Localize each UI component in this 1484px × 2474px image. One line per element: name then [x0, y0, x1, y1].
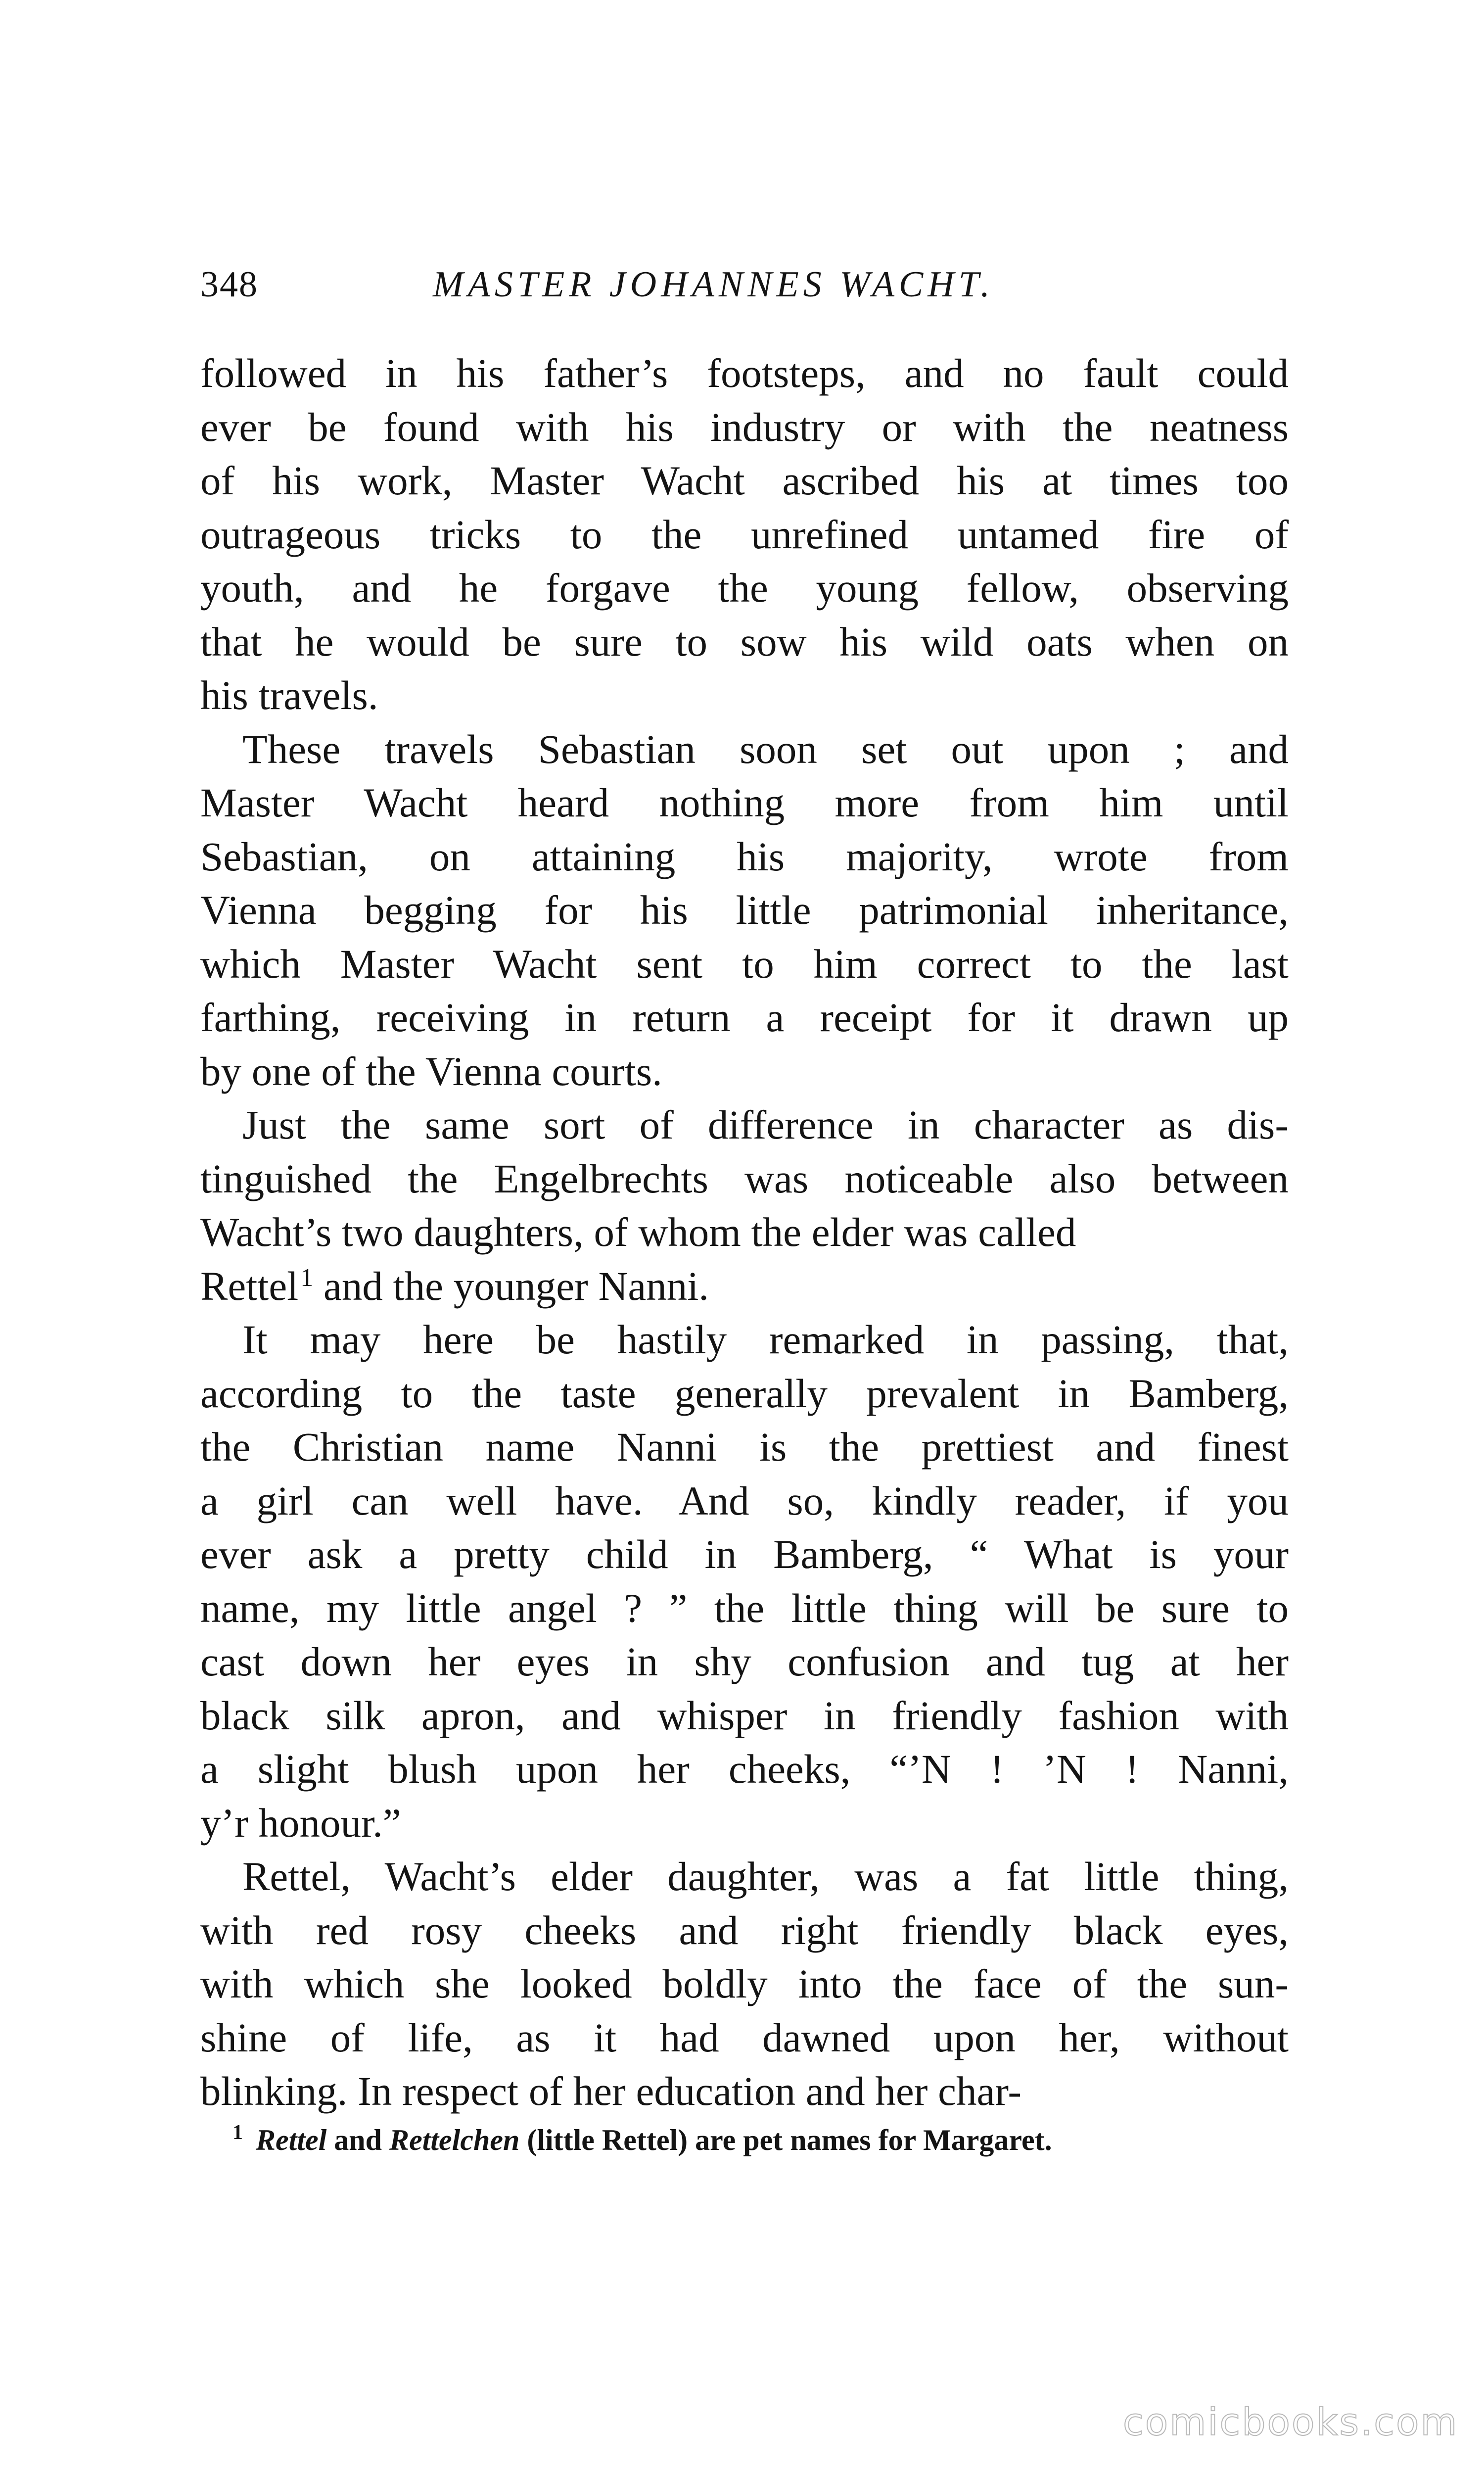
page-header	[200, 257, 1289, 312]
text-line: farthing, receiving in return a receipt for it drawn up	[200, 995, 1289, 1040]
text-line: with which she looked boldly into the face of the sun-	[200, 1961, 1289, 2006]
paragraph-group-b	[200, 1313, 1289, 2118]
text-line: cast down her eyes in shy confusion and tug at her	[200, 1639, 1289, 1684]
text-line: y’r honour.”	[200, 1800, 401, 1846]
text-line: These travels Sebastian soon set out upon ; and	[242, 726, 1289, 772]
text-line: by one of the Vienna courts.	[200, 1048, 662, 1094]
text-line: with red rosy cheeks and right friendly black eyes,	[200, 1907, 1289, 1953]
footnote-term-rettelchen: Rettelchen	[389, 2124, 520, 2156]
footnote	[232, 2113, 1271, 2160]
text-line: Master Wacht heard nothing more from him until	[200, 780, 1289, 825]
text-line: that he would be sure to sow his wild oats when on	[200, 618, 1289, 665]
text-line: outrageous tricks to the unrefined untamed fire of	[200, 511, 1289, 557]
text-line: his travels.	[200, 672, 378, 718]
footnote-text: (little Rettel) are pet names for Margaret.	[519, 2124, 1052, 2156]
text-line: a girl can well have. And so, kindly reader, if you	[200, 1477, 1289, 1523]
text-line: the Christian name Nanni is the prettiest and finest	[200, 1424, 1289, 1470]
text-line: ever ask a pretty child in Bamberg, “ What is your	[200, 1531, 1289, 1577]
text-line: Just the same sort of difference in character as dis-	[242, 1102, 1289, 1147]
text-line: shine of life, as it had dawned upon her, without	[200, 2014, 1289, 2060]
footnote-and: and	[326, 2124, 390, 2156]
footnote-term-rettel: Rettel	[256, 2124, 327, 2156]
text-line: Rettel, Wacht’s elder daughter, was a fat little thing,	[242, 1854, 1289, 1899]
text-line: Wacht’s two daughters, of whom the elder was called	[200, 1209, 1076, 1255]
rettel-line-rest: and the younger Nanni.	[313, 1263, 709, 1309]
text-line: It may here be hastily remarked in passing, that,	[242, 1317, 1289, 1362]
text-line: followed in his father’s footsteps, and no fault could	[200, 350, 1289, 396]
paragraph-group-a	[200, 346, 1289, 1259]
text-line: according to the taste generally prevalent in Bamberg,	[200, 1370, 1289, 1416]
text-line: Sebastian, on attaining his majority, wrote from	[200, 833, 1289, 879]
rettel-name: Rettel	[200, 1263, 299, 1309]
text-line: which Master Wacht sent to him correct to the last	[200, 941, 1289, 987]
body-text	[200, 346, 1289, 2118]
text-line: tinguished the Engelbrechts was noticeable also between	[200, 1155, 1289, 1201]
page-number: 348	[200, 264, 258, 305]
text-line: black silk apron, and whisper in friendly fashion with	[200, 1692, 1289, 1738]
text-line: youth, and he forgave the young fellow, observing	[200, 565, 1289, 611]
running-title: MASTER JOHANNES WACHT.	[433, 264, 994, 305]
text-line: ever be found with his industry or with the neatness	[200, 404, 1289, 450]
text-line: of his work, Master Wacht ascribed his at times too	[200, 458, 1289, 503]
text-line: blinking. In respect of her education and her char-	[200, 2068, 1021, 2114]
text-line: a slight blush upon her cheeks, “’N ! ’N ! Nanni,	[200, 1746, 1289, 1792]
footnote-marker: 1	[232, 2121, 243, 2144]
watermark: comicbooks.com	[1123, 2400, 1459, 2444]
footnote-reference: 1	[300, 1263, 314, 1292]
text-line: name, my little angel ? ” the little thing will be sure to	[200, 1585, 1289, 1631]
text-line: Vienna begging for his little patrimonial inheritance,	[200, 887, 1289, 933]
text-line-rettel	[200, 1259, 1289, 1313]
